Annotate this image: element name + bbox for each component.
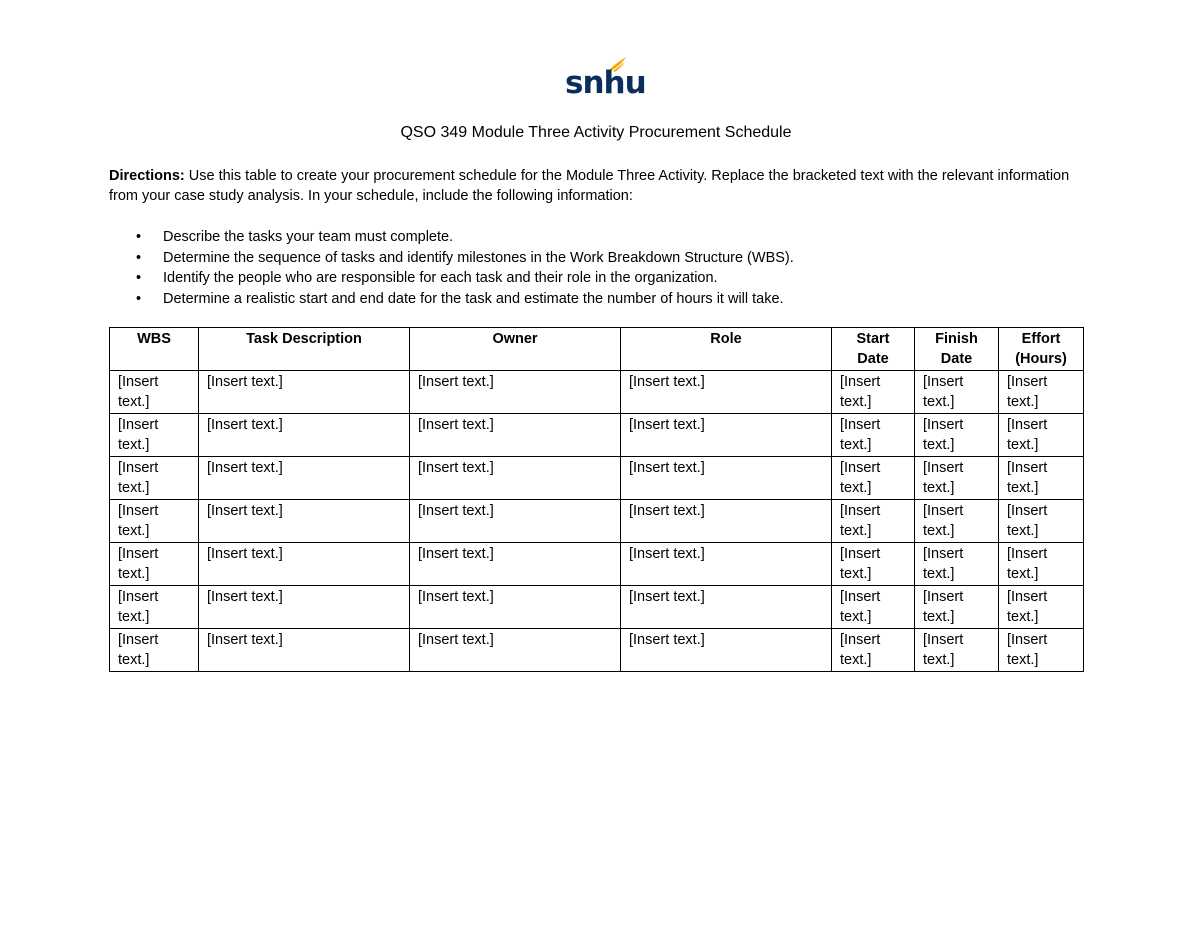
cell-start-date[interactable]: [Insert text.] (832, 586, 915, 629)
cell-finish-date[interactable]: [Insert text.] (915, 500, 999, 543)
header-task-description: Task Description (199, 328, 410, 371)
directions-label: Directions: (109, 168, 185, 184)
cell-role[interactable]: [Insert text.] (621, 586, 832, 629)
cell-role[interactable]: [Insert text.] (621, 371, 832, 414)
list-item-text: Identify the people who are responsible for each task and their role in the organization. (163, 270, 718, 286)
cell-finish-date[interactable]: [Insert text.] (915, 543, 999, 586)
cell-finish-date[interactable]: [Insert text.] (915, 457, 999, 500)
table-row (110, 586, 1084, 629)
cell-effort-hours[interactable]: [Insert text.] (999, 629, 1084, 672)
table-row (110, 414, 1084, 457)
cell-wbs[interactable]: [Insert text.] (110, 543, 199, 586)
header-effort-hours: Effort (Hours) (999, 328, 1084, 371)
cell-wbs[interactable]: [Insert text.] (110, 371, 199, 414)
cell-start-date[interactable]: [Insert text.] (832, 371, 915, 414)
list-item-text: Determine the sequence of tasks and identify milestones in the Work Breakdown Structure (WBS). (163, 249, 794, 266)
document-title: QSO 349 Module Three Activity Procurement Schedule (400, 124, 792, 141)
cell-role[interactable]: [Insert text.] (621, 414, 832, 457)
cell-role[interactable]: [Insert text.] (621, 457, 832, 500)
cell-finish-date[interactable]: [Insert text.] (915, 586, 999, 629)
table-row (110, 371, 1084, 414)
snhu-logo (565, 56, 646, 104)
directions-text: Use this table to create your procurement schedule for the Module Three Activity. Replace the bracketed text with the relevant information from your case study analysis. In your schedule, include the following information: (109, 168, 1070, 204)
cell-wbs[interactable]: [Insert text.] (110, 500, 199, 543)
cell-task-description[interactable]: [Insert text.] (199, 371, 410, 414)
cell-effort-hours[interactable]: [Insert text.] (999, 371, 1084, 414)
header-role: Role (621, 328, 832, 371)
cell-start-date[interactable]: [Insert text.] (832, 457, 915, 500)
cell-start-date[interactable]: [Insert text.] (832, 543, 915, 586)
cell-owner[interactable]: [Insert text.] (410, 457, 621, 500)
cell-task-description[interactable]: [Insert text.] (199, 586, 410, 629)
directions-paragraph (109, 166, 1083, 206)
table-row (110, 457, 1084, 500)
table-header-row (110, 328, 1084, 371)
cell-wbs[interactable]: [Insert text.] (110, 629, 199, 672)
cell-owner[interactable]: [Insert text.] (410, 414, 621, 457)
cell-wbs[interactable]: [Insert text.] (110, 414, 199, 457)
cell-task-description[interactable]: [Insert text.] (199, 629, 410, 672)
cell-owner[interactable]: [Insert text.] (410, 586, 621, 629)
cell-wbs[interactable]: [Insert text.] (110, 586, 199, 629)
cell-effort-hours[interactable]: [Insert text.] (999, 457, 1084, 500)
cell-task-description[interactable]: [Insert text.] (199, 414, 410, 457)
cell-role[interactable]: [Insert text.] (621, 543, 832, 586)
cell-effort-hours[interactable]: [Insert text.] (999, 586, 1084, 629)
list-item (109, 289, 1083, 310)
cell-finish-date[interactable]: [Insert text.] (915, 371, 999, 414)
procurement-schedule-table (109, 327, 1084, 672)
cell-role[interactable]: [Insert text.] (621, 629, 832, 672)
cell-owner[interactable]: [Insert text.] (410, 500, 621, 543)
cell-start-date[interactable]: [Insert text.] (832, 414, 915, 457)
cell-owner[interactable]: [Insert text.] (410, 543, 621, 586)
logo-wordmark: snhu (565, 65, 646, 101)
list-item (109, 248, 1083, 269)
table-row (110, 629, 1084, 672)
cell-start-date[interactable]: [Insert text.] (832, 500, 915, 543)
cell-owner[interactable]: [Insert text.] (410, 371, 621, 414)
bullet-icon: • (136, 290, 142, 307)
instructions-list (109, 227, 1083, 309)
cell-finish-date[interactable]: [Insert text.] (915, 629, 999, 672)
bullet-icon: • (136, 229, 142, 245)
list-item (109, 268, 1083, 289)
table-row (110, 500, 1084, 543)
cell-start-date[interactable]: [Insert text.] (832, 629, 915, 672)
cell-effort-hours[interactable]: [Insert text.] (999, 500, 1084, 543)
cell-effort-hours[interactable]: [Insert text.] (999, 543, 1084, 586)
bullet-icon: • (136, 249, 142, 266)
cell-task-description[interactable]: [Insert text.] (199, 543, 410, 586)
header-finish-date: Finish Date (915, 328, 999, 371)
list-item-text: Determine a realistic start and end date for the task and estimate the number of hours it will take. (163, 290, 784, 307)
table-row (110, 543, 1084, 586)
header-start-date: Start Date (832, 328, 915, 371)
bullet-icon: • (136, 270, 142, 286)
cell-role[interactable]: [Insert text.] (621, 500, 832, 543)
cell-effort-hours[interactable]: [Insert text.] (999, 414, 1084, 457)
list-item-text: Describe the tasks your team must complete. (163, 229, 454, 245)
cell-wbs[interactable]: [Insert text.] (110, 457, 199, 500)
header-owner: Owner (410, 328, 621, 371)
cell-finish-date[interactable]: [Insert text.] (915, 414, 999, 457)
list-item (109, 227, 1083, 248)
cell-task-description[interactable]: [Insert text.] (199, 500, 410, 543)
cell-task-description[interactable]: [Insert text.] (199, 457, 410, 500)
cell-owner[interactable]: [Insert text.] (410, 629, 621, 672)
header-wbs: WBS (110, 328, 199, 371)
